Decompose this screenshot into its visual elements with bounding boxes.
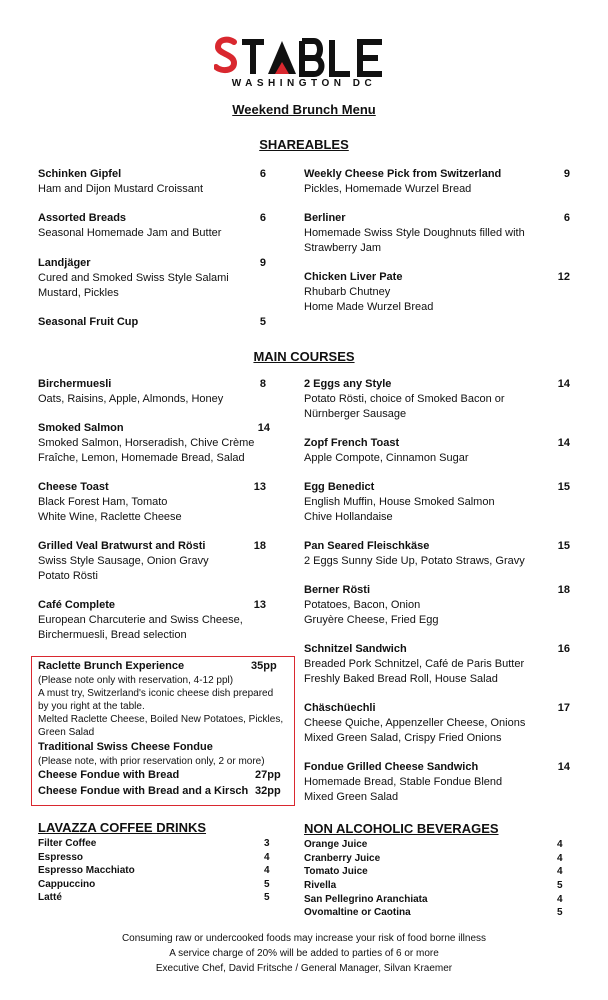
logo-wordmark — [214, 36, 394, 80]
fondue-kirsch-price: 32pp — [255, 785, 281, 797]
item-desc: Breaded Pork Schnitzel, Café de Paris Butter Freshly Baked Bread Roll, House Salad — [304, 658, 525, 685]
item-desc: Pickles, Homemade Wurzel Bread — [304, 183, 472, 195]
item-name: Weekly Cheese Pick from Switzerland — [304, 168, 502, 180]
drink-name: Tomato Juice — [304, 866, 368, 877]
item-desc: Smoked Salmon, Horseradish, Chive Crème Fraîche, Lemon, Homemade Bread, Salad — [38, 437, 255, 464]
item-name: Cheese Toast — [38, 481, 109, 493]
item-name: Zopf French Toast — [304, 437, 400, 449]
section-title-shareables: SHAREABLES — [259, 137, 349, 152]
drink-name: Espresso Macchiato — [38, 865, 135, 876]
item-desc: Cured and Smoked Swiss Style Salami Mustard, Pickles — [38, 272, 229, 299]
drink-price: 5 — [557, 880, 563, 891]
item-desc: Swiss Style Sausage, Onion Gravy Potato Rösti — [38, 555, 209, 582]
drink-name: Cranberry Juice — [304, 853, 381, 864]
item-desc: Potato Rösti, choice of Smoked Bacon or Nürnberger Sausage — [304, 393, 505, 420]
item-name: Chäschüechli — [304, 702, 376, 714]
menu-title: Weekend Brunch Menu — [232, 102, 376, 117]
section-title-main-courses: MAIN COURSES — [253, 349, 355, 364]
item-name: Smoked Salmon — [38, 422, 124, 434]
menu-item — [304, 270, 536, 314]
item-name: Pan Seared Fleischkäse — [304, 540, 430, 552]
item-desc: Homemade Bread, Stable Fondue Blend Mixed Green Salad — [304, 776, 503, 803]
item-name: Berner Rösti — [304, 584, 371, 596]
drink-price: 4 — [264, 865, 270, 876]
item-price: 12 — [557, 271, 570, 283]
item-price: 9 — [563, 168, 570, 180]
item-price: 13 — [253, 481, 266, 493]
fondue-kirsch: Cheese Fondue with Bread and a Kirsch — [38, 785, 249, 797]
item-price: 13 — [253, 599, 266, 611]
item-price: 6 — [259, 168, 266, 180]
logo — [0, 36, 608, 80]
raclette-desc: Green Salad — [38, 727, 95, 738]
drink-name: Filter Coffee — [38, 838, 97, 849]
item-name: Berliner — [304, 212, 346, 224]
drink-price: 4 — [557, 839, 563, 850]
item-name: Assorted Breads — [38, 212, 127, 224]
item-price: 14 — [557, 437, 570, 449]
drink-price: 4 — [557, 866, 563, 877]
item-desc: Rhubarb Chutney Home Made Wurzel Bread — [304, 286, 434, 313]
raclette-note: (Please note only with reservation, 4-12 ppl) — [38, 675, 234, 686]
menu-item — [38, 421, 270, 465]
drink-price: 4 — [264, 852, 270, 863]
item-price: 16 — [557, 643, 570, 655]
footer-staff: Executive Chef, David Fritsche / General Manager, Silvan Kraemer — [155, 963, 453, 974]
item-name: Egg Benedict — [304, 481, 375, 493]
item-name: 2 Eggs any Style — [304, 378, 392, 390]
item-name: Schnitzel Sandwich — [304, 643, 407, 655]
item-name: Chicken Liver Pate — [304, 271, 403, 283]
item-name: Fondue Grilled Cheese Sandwich — [304, 761, 479, 773]
item-desc: Homemade Swiss Style Doughnuts filled with Strawberry Jam — [304, 227, 525, 254]
item-price: 14 — [557, 378, 570, 390]
drink-price: 5 — [557, 907, 563, 918]
menu-item — [304, 642, 536, 686]
menu-item — [304, 760, 536, 804]
item-name: Seasonal Fruit Cup — [38, 316, 139, 328]
menu-item — [304, 480, 536, 524]
item-desc: Black Forest Ham, Tomato White Wine, Raclette Cheese — [38, 496, 182, 523]
raclette-name: Raclette Brunch Experience — [38, 660, 185, 672]
raclette-desc: Melted Raclette Cheese, Boiled New Potatoes, Pickles, — [38, 714, 284, 725]
menu-item — [304, 583, 536, 627]
menu-item — [304, 701, 536, 745]
item-price: 17 — [557, 702, 570, 714]
menu-item — [304, 436, 536, 466]
item-desc: European Charcuterie and Swiss Cheese, Birchermuesli, Bread selection — [38, 614, 243, 641]
menu-item — [304, 377, 536, 421]
drink-price: 4 — [557, 894, 563, 905]
fondue-note: (Please note, with prior reservation only, 2 or more) — [38, 756, 265, 767]
raclette-desc: A must try, Switzerland's iconic cheese dish prepared — [38, 688, 274, 699]
drink-price: 5 — [264, 879, 270, 890]
item-name: Landjäger — [38, 257, 91, 269]
drink-name: Rivella — [304, 880, 337, 891]
item-price: 9 — [259, 257, 266, 269]
item-price: 6 — [259, 212, 266, 224]
item-price: 6 — [563, 212, 570, 224]
drink-price: 4 — [557, 853, 563, 864]
item-desc: Oats, Raisins, Apple, Almonds, Honey — [38, 393, 224, 405]
item-name: Schinken Gipfel — [38, 168, 122, 180]
item-desc: Seasonal Homemade Jam and Butter — [38, 227, 222, 239]
fondue-bread-price: 27pp — [255, 769, 281, 781]
section-title-beverages: NON ALCOHOLIC BEVERAGES — [304, 821, 499, 836]
raclette-price: 35pp — [251, 660, 277, 672]
menu-item — [304, 167, 536, 197]
item-price: 15 — [557, 481, 570, 493]
raclette-desc: by you right at the table. — [38, 701, 145, 712]
drink-price: 3 — [264, 838, 270, 849]
item-name: Birchermuesli — [38, 378, 112, 390]
drink-name: San Pellegrino Aranchiata — [304, 894, 428, 905]
item-price: 18 — [253, 540, 266, 552]
footer-warning: Consuming raw or undercooked foods may increase your risk of food borne illness — [121, 933, 487, 944]
item-price: 8 — [259, 378, 266, 390]
logo-subtitle: WASHINGTON DC — [231, 78, 377, 89]
fondue-bread: Cheese Fondue with Bread — [38, 769, 180, 781]
drink-name: Cappuccino — [38, 879, 96, 890]
item-desc: Cheese Quiche, Appenzeller Cheese, Onions Mixed Green Salad, Crispy Fried Onions — [304, 717, 526, 744]
footer-service-charge: A service charge of 20% will be added to parties of 6 or more — [169, 948, 439, 959]
item-price: 14 — [257, 422, 270, 434]
drink-name: Espresso — [38, 852, 84, 863]
item-price: 14 — [557, 761, 570, 773]
item-name: Grilled Veal Bratwurst and Rösti — [38, 540, 206, 552]
menu-item — [304, 539, 536, 569]
item-desc: Potatoes, Bacon, Onion Gruyère Cheese, Fried Egg — [304, 599, 439, 626]
drink-price: 5 — [264, 892, 270, 903]
menu-item — [304, 211, 536, 255]
item-price: 15 — [557, 540, 570, 552]
drink-name: Orange Juice — [304, 839, 368, 850]
item-desc: Ham and Dijon Mustard Croissant — [38, 183, 204, 195]
item-desc: Apple Compote, Cinnamon Sugar — [304, 452, 469, 464]
drink-name: Latté — [38, 892, 62, 903]
item-desc: 2 Eggs Sunny Side Up, Potato Straws, Gravy — [304, 555, 525, 567]
item-desc: English Muffin, House Smoked Salmon Chive Hollandaise — [304, 496, 495, 523]
drink-name: Ovomaltine or Caotina — [304, 907, 411, 918]
section-title-coffee: LAVAZZA COFFEE DRINKS — [38, 820, 207, 835]
fondue-name: Traditional Swiss Cheese Fondue — [38, 741, 213, 753]
item-name: Café Complete — [38, 599, 116, 611]
item-price: 18 — [557, 584, 570, 596]
item-price: 5 — [259, 316, 266, 328]
